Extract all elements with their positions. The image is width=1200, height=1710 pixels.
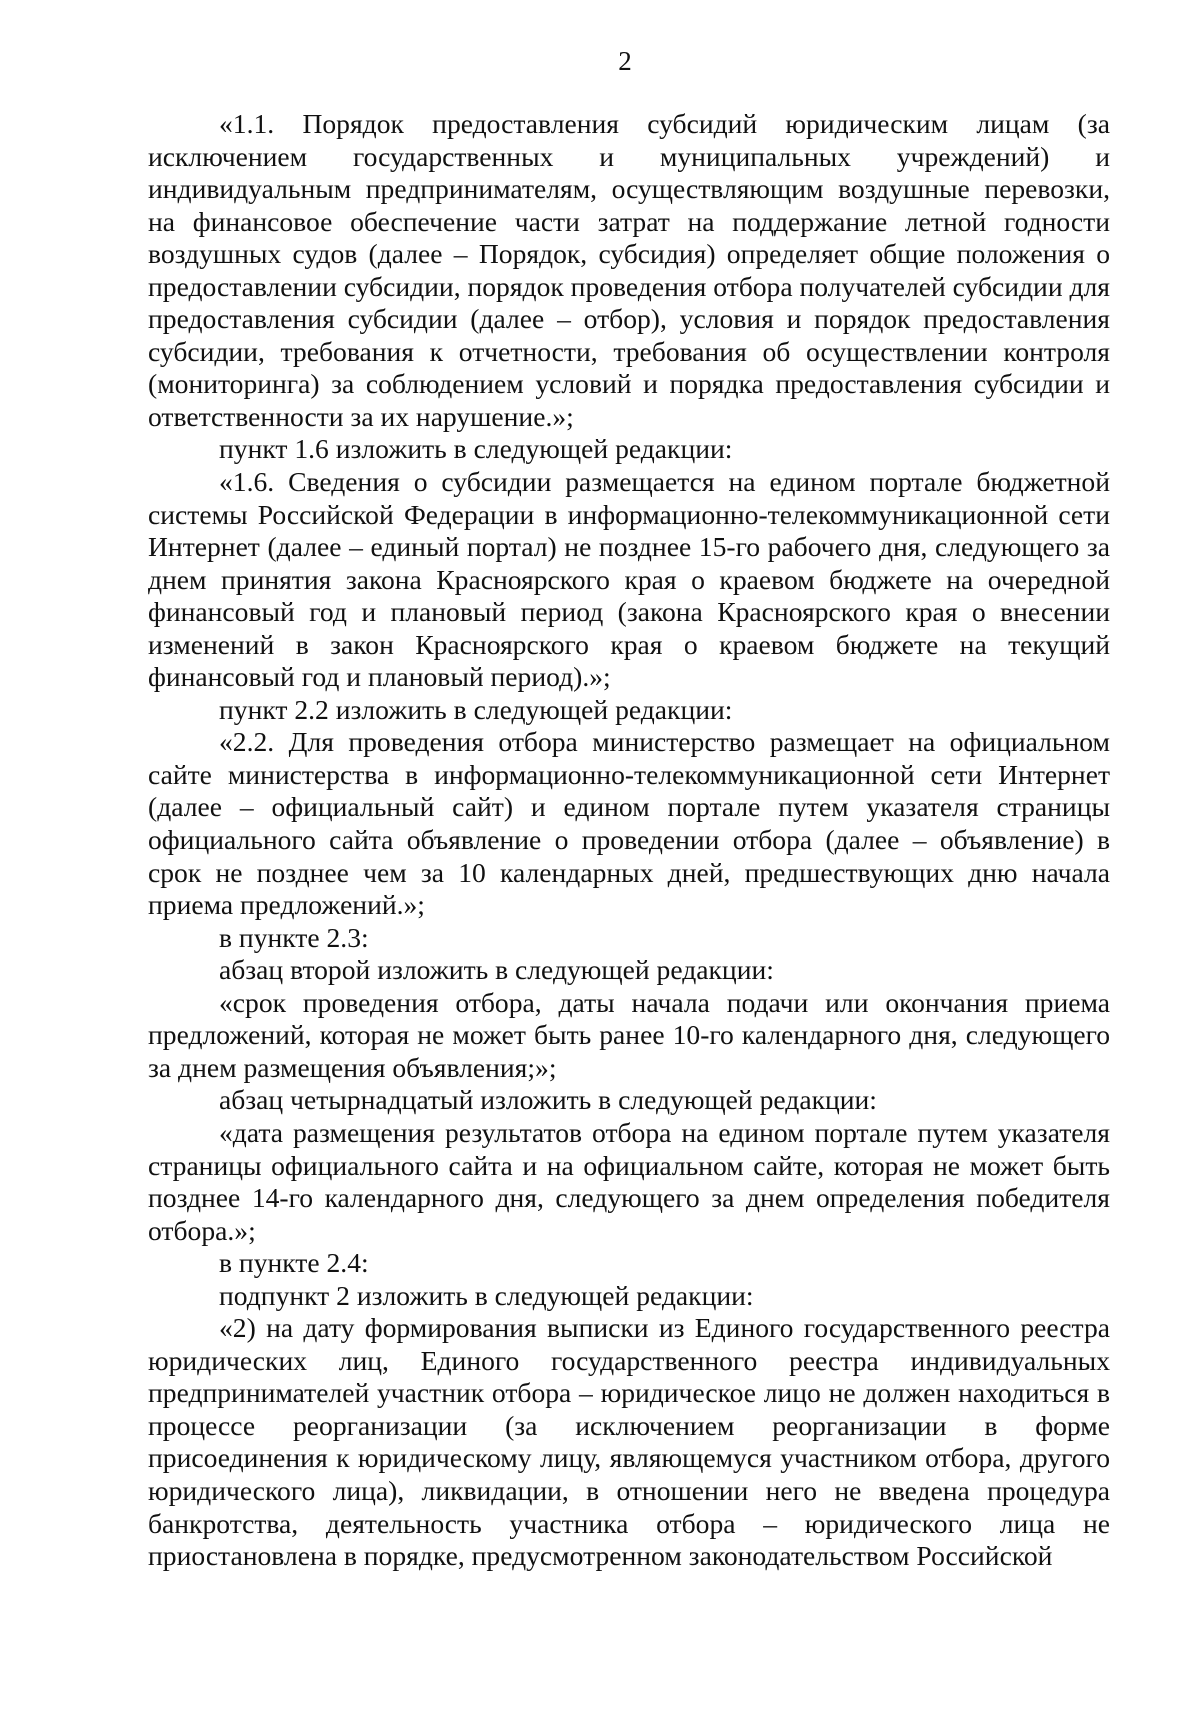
paragraph-instruction-abzac-14: абзац четырнадцатый изложить в следующей редакции: <box>219 1084 877 1116</box>
document-body <box>148 108 1110 1573</box>
paragraph-instruction-1-6: пункт 1.6 изложить в следующей редакции: <box>219 433 733 465</box>
paragraph-instruction-abzac-2: абзац второй изложить в следующей редакции: <box>219 954 774 986</box>
paragraph-instruction-subpoint-2: подпункт 2 изложить в следующей редакции: <box>219 1279 754 1311</box>
paragraph-instruction-2-4: в пункте 2.4: <box>219 1247 369 1279</box>
paragraph-abzac-2-text: «срок проведения отбора, даты начала подачи или окончания приема предложений, которая не может быть ранее 10-го календарного дня, следующего за днем размещения объявления;»; <box>148 986 1110 1083</box>
paragraph-instruction-2-2: пункт 2.2 изложить в следующей редакции: <box>219 693 733 725</box>
paragraph-1-1-definition: «1.1. Порядок предоставления субсидий юридическим лицам (за исключением государственных и муниципальных учреждений) и индивидуальным предпринимателям, осуществляющим воздушные перевозки, на финансовое обеспечение части затрат на поддержание летной годности воздушных судов (далее – Порядок, субсидия) определяет общие положения о предоставлении субсидии, порядок проведения отбора получателей субсидии для предоставления субсидии (далее – отбор), условия и порядок предоставления субсидии, требования к отчетности, требования об осуществлении контроля (мониторинга) за соблюдением условий и порядка предоставления субсидии и ответственности за их нарушение.»; <box>148 108 1110 432</box>
paragraph-subpoint-2-text: «2) на дату формирования выписки из Единого государственного реестра юридических лиц, Единого государственного реестра индивидуальных предпринимателей участник отбора – юридическое лицо не должен находиться в процессе реорганизации (за исключением реорганизации в форме присоединения к юридическому лицу, являющемуся участником отбора, другого юридического лица), ликвидации, в отношении него не введена процедура банкротства, деятельность участника отбора – юридического лица не приостановлена в порядке, предусмотренном законодательством Российской <box>148 1312 1110 1572</box>
paragraph-2-2-text: «2.2. Для проведения отбора министерство размещает на официальном сайте министерства в информационно-телекоммуникационной сети Интернет (далее – официальный сайт) и едином портале путем указателя страницы официального сайта объявление о проведении отбора (далее – объявление) в срок не позднее чем за 10 календарных дней, предшествующих дню начала приема предложений.»; <box>148 726 1110 921</box>
paragraph-1-6-text: «1.6. Сведения о субсидии размещается на едином портале бюджетной системы Российской Федерации в информационно-телекоммуникационной сети Интернет (далее – единый портал) не позднее 15-го рабочего дня, следующего за днем принятия закона Красноярского края о краевом бюджете на очередной финансовый год и плановый период (закона Красноярского края о внесении изменений в закон Красноярского края о краевом бюджете на текущий финансовый год и плановый период).»; <box>148 466 1110 693</box>
paragraph-abzac-14-text: «дата размещения результатов отбора на едином портале путем указателя страницы официального сайта и на официальном сайте, которая не может быть позднее 14-го календарного дня, следующего за днем определения победителя отбора.»; <box>148 1116 1110 1246</box>
page-number: 2 <box>618 46 632 76</box>
paragraph-instruction-2-3: в пункте 2.3: <box>219 921 369 953</box>
